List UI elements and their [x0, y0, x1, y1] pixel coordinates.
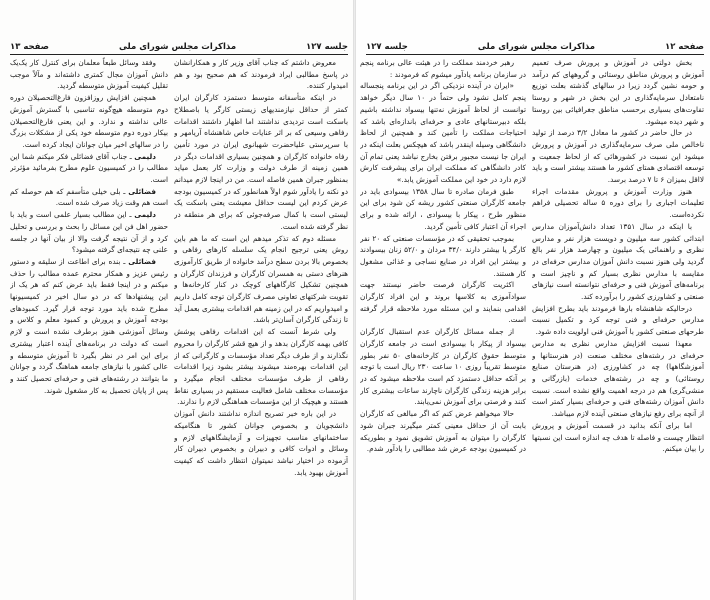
- paragraph: [174, 92, 348, 232]
- paragraph-text: ـ بلی خیلی متأسفم که هم حوصله کم است هم وقت زیاد صرف شده است.: [10, 186, 168, 208]
- paragraph-text: بخش دولتی در آموزش و پرورش صرف تعمیم آموزش و پرورش مناطق روستائی و گروههای کم درآمد و حومه نشین گردد زیرا در سالهای گذشته بعلت توزیع نامتعادل سرمایه‌گذاری در این بخش در شهر و روستا تفاوت‌های بسیاری برحسب مناطق جغرافیائی بین روستا و شهر دیده میشود.: [532, 58, 704, 126]
- paragraph: [532, 221, 704, 303]
- speaker-name: دلیمی: [134, 210, 156, 220]
- paragraph: [360, 279, 526, 326]
- paragraph-text: از جمله مسائل کارگران عدم استقبال کارگران بیسواد از پیکار با بیسوادی است در جامعه کارگران متوسط حقوق کارگران در کارخانه‌های ۵۰ نفر بطور متوسط تقریباً روزی ۱۰ ساعت ۲۳۰ ریال است با توجه بر آنکه حداقل دستمزد کم است ملاحظه میشود که در برابر هزینه زندگی کارگران ناچارند ساعات بیشتری کار کنند و فرصتی برای آموزش نمی‌یابند.: [360, 327, 526, 407]
- paragraph-text: ـ این مطالب بسیار علمی است و باید با حضور اهل فن این مسائل را بحث و بررسی و تحلیل کرد و از آن نتیجه گرفت والا از بیان آنها در جلسه علنی چه نتیجه‌ای گرفته میشود؟: [10, 210, 168, 255]
- paragraph: [360, 233, 526, 280]
- paragraph-text: حالا میخواهم عرض کنم که اگر مبالغی که کارگران بابت آن از حداقل معینی کمتر میگیرند جبران شود کارگران را میتوان به آموزش تشویق نمود و بطوریکه در کمیسیون بودجه عرض شد مطالبی را یادآور شدم.: [360, 409, 526, 454]
- speaker-paragraph: [10, 209, 168, 256]
- paragraph-text: ـ بنده برای اطاعت از سلیقه و دستور رئیس عزیز و همکار محترم عمده مطالب را حذف میکنم و در اینجا فقط باید عرض کنم که هر یک از این پیشنهادها که در دو سال اخیر در کمیسیونها مطرح شده باید مورد توجه قرار گیرد. کمبودهای بودجه آموزش و پرورش و کمبود معلم و کلاس و وسائل آموزشی هنوز برطرف نشده است و لازم است که دولت در برنامه‌های آینده اعتبار بیشتری برای این امر در نظر بگیرد تا آموزش متوسطه و عالی کشور با نیازهای جامعه هماهنگ گردد و جوانان ما بتوانند در رشته‌های فنی و حرفه‌ای تحصیل کنند و پس از پایان تحصیل به کار مشغول شوند.: [10, 256, 168, 395]
- paragraph: [174, 326, 348, 408]
- publication-title: مذاکرات مجلس شورای ملی: [118, 42, 237, 52]
- paragraph-text: بموجب تحقیقی که در مؤسسات صنعتی که ۲۰ نفر کارگر یا بیشتر دارند ۳۴/۰ مردان و ۵۲/۰ زنان بیسوادند و بیشتر این افراد در صنایع نساجی و غذائی مشغول کار هستند.: [360, 233, 526, 278]
- text-column-right: [174, 57, 348, 594]
- paragraph-text: درحالیکه شاهنشاه بارها فرمودند باید بطرح افزایش مدارس حرفه‌ای و فنی توجه کرد و تکمیل نسبت طرحهای صنعتی کشور با آموزش فنی اولویت داده شود.: [532, 303, 704, 337]
- text-column-left: [360, 57, 526, 594]
- paragraph-text: ـ جناب آقای فضائلی فکر میکنم شما این مطالب را در کمیسیون علوم مطرح بفرمائید مؤثرتر است.: [10, 151, 168, 185]
- paragraph: [360, 408, 526, 455]
- paragraph-text: اما برای آنکه بدانید در قسمت آموزش و پرورش انتظار چیست و فاصله تا هدف چه اندازه است این نسبتها را بیان میکنم.: [532, 420, 704, 454]
- paragraph: [360, 57, 526, 80]
- paragraph-text: معهذا نسبت افزایش مدارس نظری به مدارس حرفه‌ای در رشته‌های مختلف صنعت (در هنرستانها و آموزشگاهها) چه در کشاورزی (در هنرستان صنایع روستائی) و چه در رشته‌های خدمات (بازرگانی و منشی‌گری) هم در درجه اهمیت واقع نشده است. نسبت دانش آموزان رشته‌های فنی و حرفه‌ای بسیار کمتر است از آنچه برای رفع نیازهای صنعتی آینده لازم میباشد.: [532, 338, 704, 419]
- paragraph-text: با اینکه در سال ۱۳۵۱ تعداد دانش‌آموزان مدارس ابتدائی کشور سه میلیون و دویست هزار نفر و مدارس نظری و راهنمائی یک میلیون و چهارصد هزار نفر بالغ گردید ولی هنوز نسبت دانش آموزان مدارس حرفه‌ای در مقایسه با مدارس نظری بسیار کم و ناچیز است و برنامه‌های آموزش فنی و حرفه‌ای نتوانسته است نیازهای صنعتی و کشاورزی کشور را برآورده کند.: [532, 221, 704, 302]
- paragraph-text: در اینکه متأسفانه متوسط دستمزد کارگران ایران کمتر از حداقل نیازمندیهای زیستی کارگر یا باصطلاح باسکت است تردیدی نداشتند اما اظهار داشتند اقدامات رفاهی وسیعی که بر اثر عنایات خاص شاهنشاه آریامهر و با سرپرستی علیاحضرت شهبانوی ایران در مورد تأمین رفاه خانواده کارگران و همچنین بسیاری اقدامات دیگر در همین زمینه از طرف دولت و وزارت کار بعمل میاید بمنظور جبران همین فاصله است. من در اینجا لازم میدانم دو نکته را یادآور شوم اولاً همانطور که در کمیسیون بودجه عرض کردم این لیست حداقل معیشت یعنی باسکت یک لیستی است با کمال صرفه‌جوئی که برای هر منطقه در نظر گرفته شده است.: [174, 93, 348, 231]
- text-column-left: [10, 57, 168, 594]
- paragraph-text: در حال حاضر در کشور ما معادل ۳/۲ درصد از تولید ناخالص ملی صرف سرمایه‌گذاری در آموزش و پرورش میشود این نسبت در کشورهائی که از لحاظ جمعیت و توسعه اقتصادی همتای کشور ما هستند بیشتر است و باید لااقل بمیزان ۶ تا ۷ درصد برسد.: [532, 128, 704, 185]
- speaker-name: فضائلی: [128, 256, 157, 266]
- paragraph: [532, 186, 704, 221]
- paragraph-text: هنوز وزارت آموزش و پرورش مقدمات اجراء تعلیمات اجباری را برای دوره ۵ ساله تحصیلی فراهم نکرده‌است.: [532, 186, 704, 220]
- paragraph: [532, 303, 704, 338]
- paragraph-text: ولی شرط آنست که این اقدامات رفاهی پوشش کافی بهمه کارگران بدهد و از هیچ قشر کارگران را محروم نگذارند و از طرف دیگر تعداد مؤسسات و کارگرانی که از این اقدامات بهره‌مند میشوند بیشتر بشود زیرا اقدامات رفاهی از طرف مؤسسات مختلف انجام میگیرد و مؤسسات مختلف شامل فعالیت مستقیم در بسیاری نقاط هستند و هیچیک از این مؤسسات هماهنگی لازم را ندارند.: [174, 327, 348, 407]
- page-number: صفحه ۱۲: [665, 42, 704, 52]
- session-number: جلسه ۱۲۷: [306, 42, 348, 52]
- paragraph: [174, 233, 348, 327]
- paragraph-text: همچنین افزایش روزافزون فارغ‌التحصیلان دوره دوم متوسطه هیچ‌گونه تناسبی با گسترش آموزش عالی نداشته و ندارد. و این یعنی فارغ‌التحصیلان بیکار دوره دوم متوسطه خود یکی از مشکلات بزرگ را در سالهای اخیر میان جوانان ایجاد کرده است.: [10, 93, 168, 149]
- paragraph-text: مسئله دوم که تذکر میدهم این است که ما هم باین روش یعنی ترجیح انجام یک سلسله کارهای رفاهی و بخصوص بالا بردن سطح درآمد خانواده از طریق کارآموزی هنرهای دستی به همسران کارگران و فرزندان کارگران و همچنین تشکیل کارگاههای کوچک در کنار کارخانه‌ها و تقویت شرکتهای تعاونی مصرف کارگران توجه کامل داریم و امیدواریم که در این زمینه هم اقدامات بیشتری بعمل آید تا زندگی کارگران آسان‌تر باشد.: [174, 233, 348, 325]
- paragraph: [532, 57, 704, 127]
- paragraph-text: «ایران در آینده نزدیکی اگر در این برنامه پنجساله پنجم کامل نشود ولی حتماً در ۱۰ سال دیگر خواهد توانست از لحاظ آموزش نه‌تنها بیسواد نداشته باشیم بلکه دبیرستانهای عادی و حرفه‌ای باندازه‌ای باشد که احتیاجات مملکت را تأمین کند و همچنین از لحاظ دانشگاهی وسیله اینقدر باشد که هیچکس بعلت اینکه در ایران جا نیست مجبور برفتن بخارج نباشد یعنی تمام آن کادر دانشگاهی که مملکت ایران برای پیشرفت کارش لازم دارد در خود این مملکت آموزش یابد.»: [360, 81, 526, 185]
- speaker-paragraph: [10, 186, 168, 209]
- speaker-name: دلیمی: [134, 151, 156, 161]
- page-header: [10, 36, 348, 55]
- paragraph: [174, 57, 348, 92]
- speaker-paragraph: [10, 256, 168, 396]
- paragraph-text: وفقد وسائل طبعاً معلمان برای کنترل کار یک‌یک دانش آموزان مجال کمتری داشته‌اند و مآلاً موجب تقلیل کیفیت آموزش متوسطه گردید.: [10, 58, 168, 91]
- paragraph: [532, 127, 704, 186]
- paragraph: [10, 57, 168, 92]
- paragraph: [360, 80, 526, 185]
- right-page: [356, 0, 710, 600]
- speaker-paragraph: [10, 151, 168, 186]
- speaker-name: فضائلی: [128, 186, 156, 196]
- paragraph-text: در این باره خبر تصریح اندازه نداشتند دانش آموزان دانشجویان و بخصوص جوانان کشور تا هنگامیکه ساختمانهای مناسب تجهیزات و آزمایشگاههای لازم و وسائل و ادوات کافی و دبیران و بخصوص دبیران کار آزموده در اختیار نباشد نمیتوان انتظار داشت که کیفیت آموزش بهبود یابد.: [174, 409, 348, 477]
- paragraph: [532, 338, 704, 420]
- paragraph-text: رهبر خردمند مملکت را در هیئت عالی برنامه پنجم در سازمان برنامه یادآور میشوم که فرمودند :: [360, 58, 526, 79]
- session-number: جلسه ۱۲۷: [366, 42, 408, 52]
- paragraph: [532, 420, 704, 455]
- paragraph: [360, 186, 526, 233]
- paragraph-text: طبق فرمان صادره تا سال ۱۳۵۸ بیسوادی باید در جامعه کارگران صنعتی کشور ریشه کن شود برای این منظور طرح ، پیکار با بیسوادی ، ارائه شده و برای اجراء آن اعتبار کافی تأمین گردید.: [360, 186, 526, 231]
- paragraph: [174, 408, 348, 478]
- publication-title: مذاکرات مجلس شورای ملی: [477, 42, 596, 52]
- page-number: صفحه ۱۳: [10, 42, 49, 52]
- paragraph-text: اکثریت کارگران فرصت حاضر نیستند جهت سوادآموزی به کلاسها بروند و این افراد کارگران اقدامی بنمایند و این مسئله مورد ملاحظه قرار گرفته است.: [360, 280, 526, 325]
- page-header: [366, 36, 704, 55]
- paragraph: [10, 92, 168, 151]
- paragraph-text: معروض داشتم که جناب آقای وزیر کار و همکارانشان در پاسخ مطالبی ایراد فرمودند که هم صحیح بود و هم امیدوار کننده.: [174, 58, 348, 91]
- paragraph: [360, 326, 526, 408]
- left-page: [0, 0, 354, 600]
- text-column-right: [532, 57, 704, 594]
